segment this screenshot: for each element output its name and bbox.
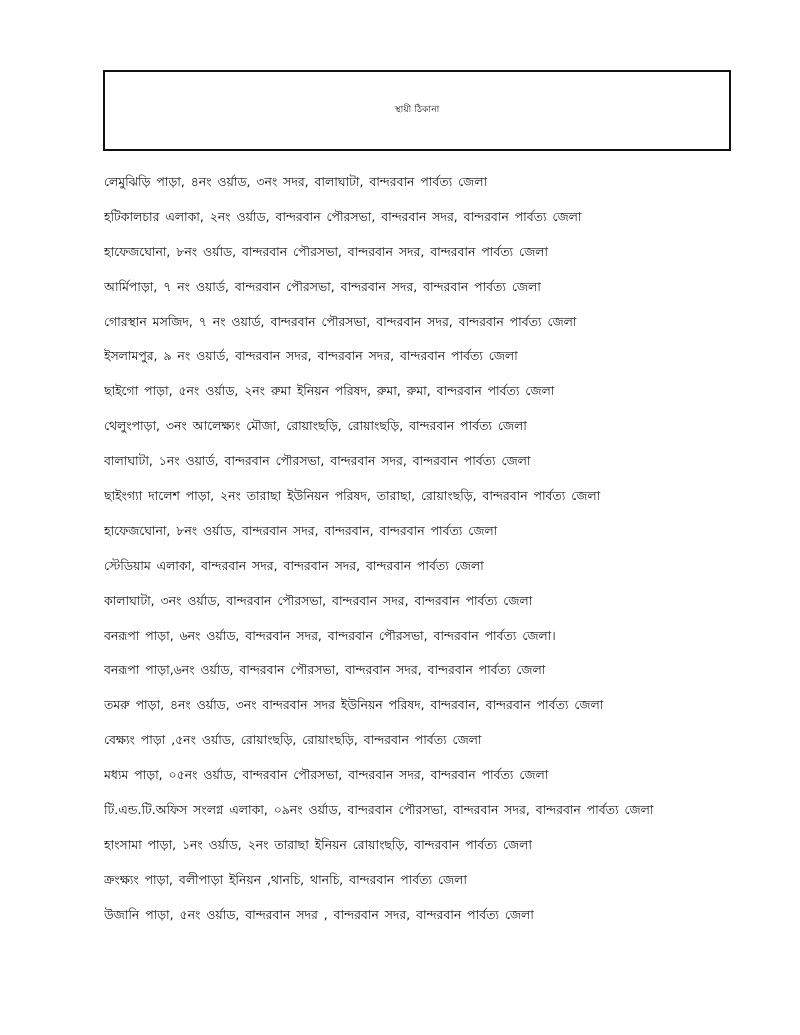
- address-item: আর্মিপাড়া, ৭ নং ওয়ার্ড, বান্দরবান পৌরসভা, বান্দরবান সদর, বান্দরবান পার্বত্য জেলা: [104, 278, 541, 294]
- address-item: হাংসামা পাড়া, ১নং ওর্য়াড, ২নং তারাছা ইনিয়ন রোয়াংছড়ি, বান্দরবান পার্বত্য জেলা: [104, 836, 532, 852]
- header-box: [103, 70, 731, 151]
- address-item: উজানি পাড়া, ৫নং ওর্য়াড, বান্দরবান সদর , বান্দরবান সদর, বান্দরবান পার্বত্য জেলা: [104, 906, 534, 922]
- address-item: ইসলামপুর, ৯ নং ওয়ার্ড, বান্দরবান সদর, বান্দরবান সদর, বান্দরবান পার্বত্য জেলা: [104, 348, 518, 364]
- address-item: হাফেজঘোনা, ৮নং ওর্য়াড, বান্দরবান পৌরসভা, বান্দরবান সদর, বান্দরবান পার্বত্য জেলা: [104, 243, 548, 259]
- header-title: স্থায়ী ঠিকানা: [394, 105, 440, 115]
- address-list: [104, 170, 744, 938]
- address-item: বনরূপা পাড়া, ৬নং ওর্য়াড, বান্দরবান সদর, বান্দরবান পৌরসভা, বান্দরবান পার্বত্য জেলা।: [104, 627, 556, 643]
- address-item: গোরস্থান মসজিদ, ৭ নং ওয়ার্ড, বান্দরবান পৌরসভা, বান্দরবান সদর, বান্দরবান পার্বত্য জেলা: [104, 313, 577, 329]
- address-item: মধ্যম পাড়া, ০৫নং ওর্য়াড, বান্দরবান পৌরসভা, বান্দরবান সদর, বান্দরবান পার্বত্য জেলা: [104, 767, 549, 783]
- address-item: হাফেজঘোনা, ৮নং ওর্য়াড, বান্দরবান সদর, বান্দরবান, বান্দরবান পার্বত্য জেলা: [104, 522, 498, 538]
- address-item: ক্রংক্ষ্যং পাড়া, বলীপাড়া ইনিয়ন ,থানচি, থানচি, বান্দরবান পার্বত্য জেলা: [104, 871, 467, 887]
- address-item: লেমুঝিড়ি পাড়া, ৪নং ওর্য়াড, ৩নং সদর, বালাঘাটা, বান্দরবান পার্বত্য জেলা: [104, 174, 488, 189]
- address-item: থেলুংপাড়া, ৩নং আলেক্ষ্যং মৌজা, রোয়াংছড়ি, রোয়াংছড়ি, বান্দরবান পার্বত্য জেলা: [104, 418, 527, 434]
- address-item: ছাইগো পাড়া, ৫নং ওর্য়াড, ২নং রুমা ইনিয়ন পরিষদ, রুমা, রুমা, বান্দরবান পার্বত্য জেলা: [104, 383, 555, 399]
- address-item: ছাইংগ্যা দালেশ পাড়া, ২নং তারাছা ইউনিয়ন পরিষদ, তারাছা, রোয়াংছড়ি, বান্দরবান পার্বত্য জেলা: [104, 488, 601, 504]
- address-item: বালাঘাটা, ১নং ওয়ার্ড, বান্দরবান পৌরসভা, বান্দরবান সদর, বান্দরবান পার্বত্য জেলা: [104, 453, 531, 469]
- address-item: কালাঘাটা, ৩নং ওর্য়াড, বান্দরবান পৌরসভা, বান্দরবান সদর, বান্দরবান পার্বত্য জেলা: [104, 592, 533, 608]
- address-item: হটিকালচার এলাকা, ২নং ওর্য়াড, বান্দরবান পৌরসভা, বান্দরবান সদর, বান্দরবান পার্বত্য জেলা: [104, 208, 582, 224]
- address-item: বেক্ষ্যং পাড়া ,৫নং ওর্য়াড, রোয়াংছড়ি, রোয়াংছড়ি, বান্দরবান পার্বত্য জেলা: [104, 732, 482, 748]
- address-item: স্টেডিয়াম এলাকা, বান্দরবান সদর, বান্দরবান সদর, বান্দরবান পার্বত্য জেলা: [104, 557, 484, 573]
- address-item: টি.এন্ড.টি.অফিস সংলগ্ন এলাকা, ০৯নং ওর্য়াড, বান্দরবান পৌরসভা, বান্দরবান সদর, বান্দরবান পার্বত্য জেলা: [104, 802, 654, 818]
- address-item: তমরু পাড়া, ৪নং ওর্য়াড, ৩নং বান্দরবান সদর ইউনিয়ন পরিষদ, বান্দরবান, বান্দরবান পার্বত্য জেলা: [104, 697, 604, 713]
- address-item: বনরূপা পাড়া,৬নং ওর্য়াড, বান্দরবান পৌরসভা, বান্দরবান সদর, বান্দরবান পার্বত্য জেলা: [104, 662, 546, 678]
